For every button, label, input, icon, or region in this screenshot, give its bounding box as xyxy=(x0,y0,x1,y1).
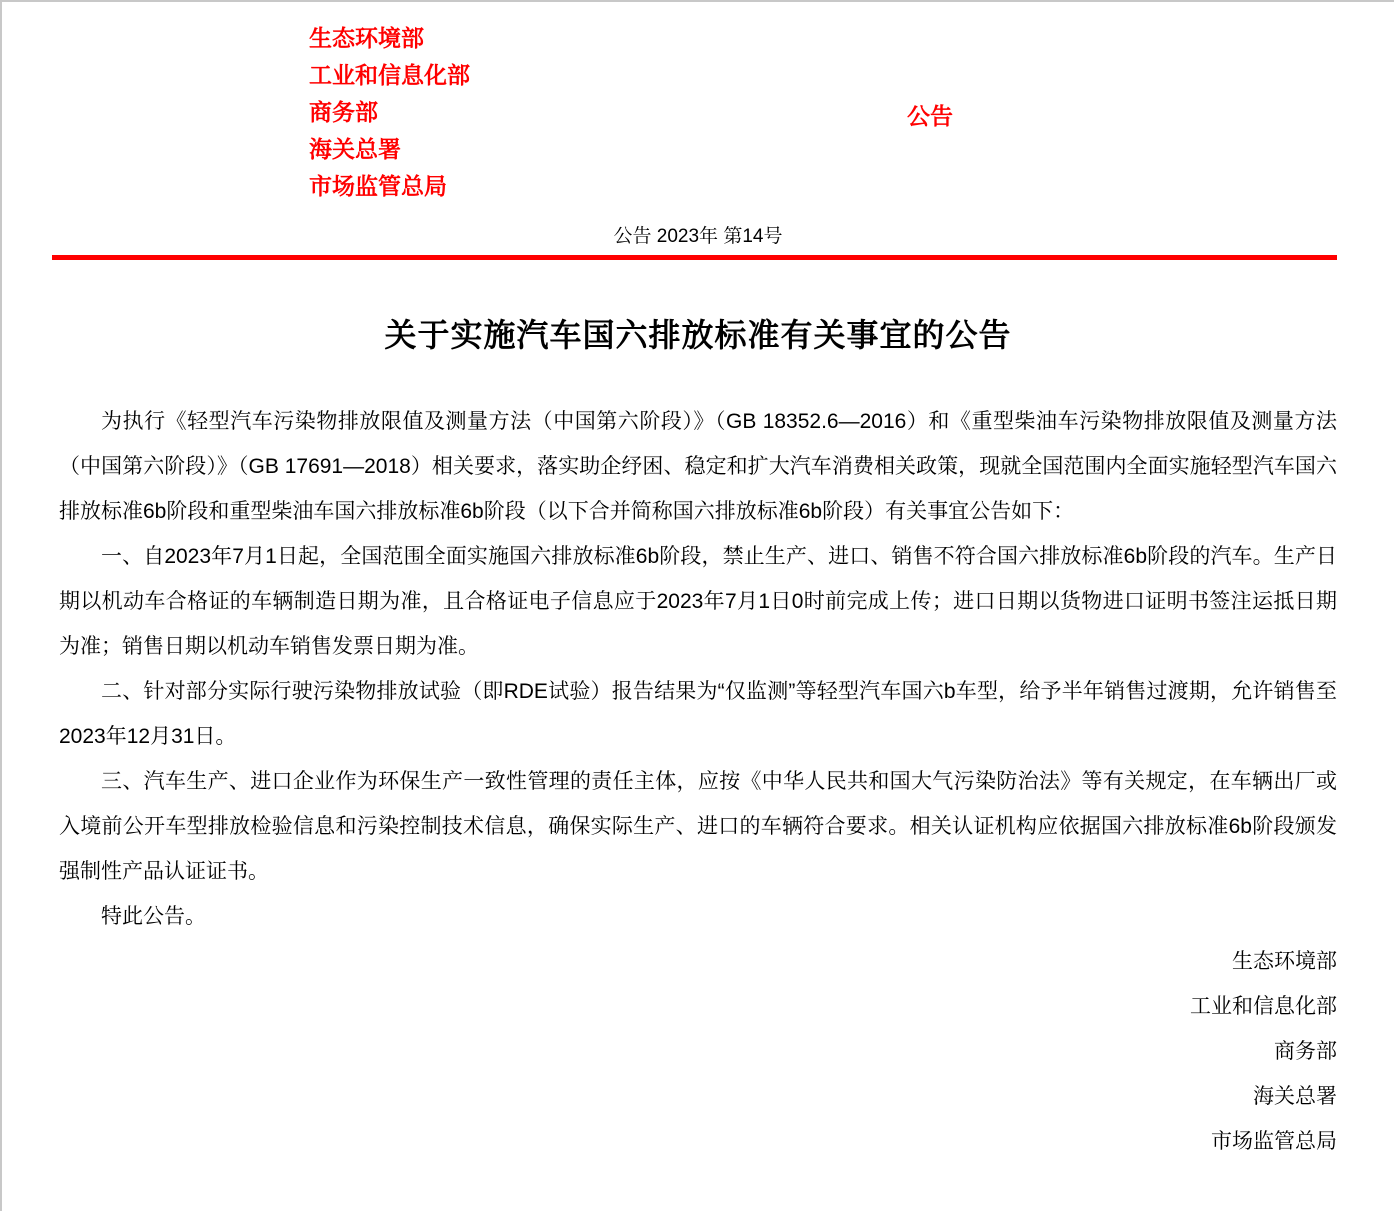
body-paragraph: 一、自2023年7月1日起，全国范围全面实施国六排放标准6b阶段，禁止生产、进口、销售不符合国六排放标准6b阶段的汽车。生产日期以机动车合格证的车辆制造日期为准，且合格证电子信息应于2023年7月1日0时前完成上传；进口日期以货物进口证明书签注运抵日期为准；销售日期以机动车销售发票日期为准。 xyxy=(59,545,1337,658)
signature-agency: 商务部 xyxy=(1274,1040,1337,1063)
signature-block xyxy=(59,939,1337,1164)
issuing-agencies-header xyxy=(2,2,1394,205)
red-divider xyxy=(52,255,1337,260)
announcement-body xyxy=(59,399,1337,1164)
header-agency-name: 生态环境部 xyxy=(309,25,424,51)
closing-statement: 特此公告。 xyxy=(101,905,206,928)
header-agency-name: 海关总署 xyxy=(309,136,401,162)
signature-agency: 工业和信息化部 xyxy=(1190,995,1337,1018)
header-agency-name: 工业和信息化部 xyxy=(309,62,470,88)
signature-agency: 市场监管总局 xyxy=(1211,1130,1337,1153)
doc-number: 公告 2023年 第14号 xyxy=(613,226,783,247)
signature-agency: 生态环境部 xyxy=(1232,950,1337,973)
announcement-title: 关于实施汽车国六排放标准有关事宜的公告 xyxy=(384,317,1012,353)
header-agency-name: 市场监管总局 xyxy=(309,173,447,199)
body-paragraph: 为执行《轻型汽车污染物排放限值及测量方法（中国第六阶段）》（GB 18352.6—2016）和《重型柴油车污染物排放限值及测量方法（中国第六阶段）》（GB 17691—2018）相关要求，落实助企纾困、稳定和扩大汽车消费相关政策，现就全国范围内全面实施轻型汽车国六排放标准6b阶段和重型柴油车国六排放标准6b阶段（以下合并简称国六排放标准6b阶段）有关事宜公告如下： xyxy=(59,410,1337,523)
body-paragraph: 三、汽车生产、进口企业作为环保生产一致性管理的责任主体，应按《中华人民共和国大气污染防治法》等有关规定，在车辆出厂或入境前公开车型排放检验信息和污染控制技术信息，确保实际生产、进口的车辆符合要求。相关认证机构应依据国六排放标准6b阶段颁发强制性产品认证证书。 xyxy=(59,770,1337,883)
announcement-label: 公告 xyxy=(907,103,953,129)
signature-agency: 海关总署 xyxy=(1253,1085,1337,1108)
body-paragraph: 二、针对部分实际行驶污染物排放试验（即RDE试验）报告结果为“仅监测”等轻型汽车国六b车型，给予半年销售过渡期，允许销售至2023年12月31日。 xyxy=(59,680,1337,748)
header-agency-name: 商务部 xyxy=(309,99,378,125)
